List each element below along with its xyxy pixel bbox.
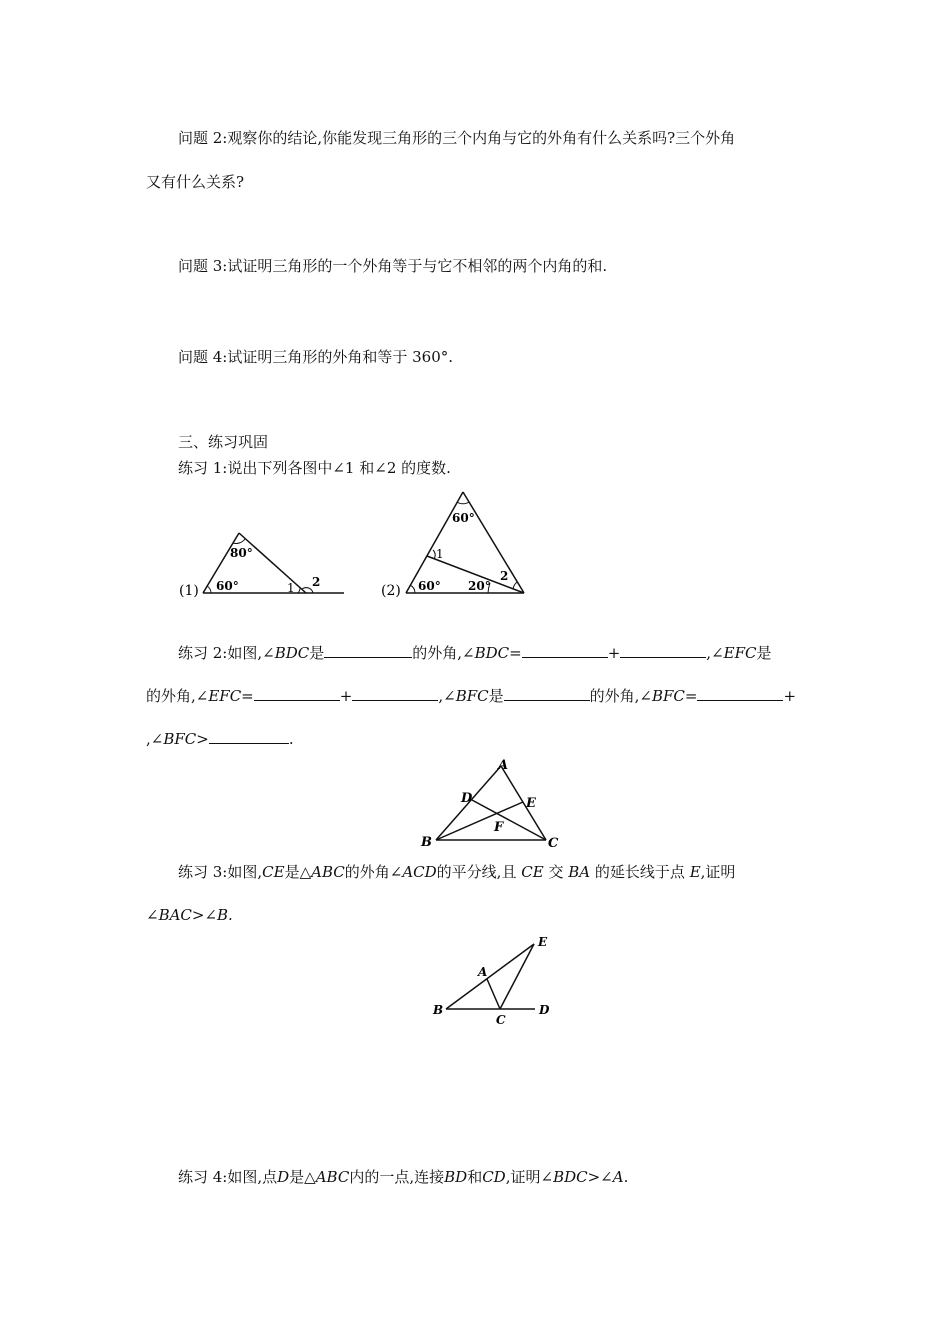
exercise-3-figure bbox=[428, 930, 558, 1026]
exercise-4: 练习 4:如图,点D是△ABC内的一点,连接BD和CD,证明∠BDC>∠A. bbox=[178, 1168, 629, 1186]
point-label-c: C bbox=[496, 1013, 506, 1026]
fig1-angle-left: 60° bbox=[216, 579, 239, 593]
blank[interactable] bbox=[254, 686, 340, 701]
section-title: 三、练习巩固 bbox=[178, 433, 269, 451]
blank[interactable] bbox=[504, 686, 590, 701]
question-2-line-1: 问题 2:观察你的结论,你能发现三角形的三个内角与它的外角有什么关系吗?三个外角 bbox=[178, 129, 736, 147]
fig1-angle-top: 80° bbox=[230, 546, 253, 560]
fig2-angle-left: 60° bbox=[418, 579, 441, 593]
point-label-d: D bbox=[461, 791, 473, 806]
question-3: 问题 3:试证明三角形的一个外角等于与它不相邻的两个内角的和. bbox=[178, 257, 608, 275]
fig2-mark-2: 2 bbox=[500, 569, 509, 583]
exercise-2-line-1: 练习 2:如图,∠BDC是 的外角,∠BDC= + ,∠EFC是 bbox=[178, 644, 772, 662]
fig1-label: (1) bbox=[179, 583, 199, 599]
point-label-a: A bbox=[498, 758, 509, 773]
point-label-b: B bbox=[421, 835, 432, 850]
point-label-f: F bbox=[494, 820, 504, 835]
blank[interactable] bbox=[697, 686, 783, 701]
exercise-1-figure-1 bbox=[176, 522, 348, 604]
blank[interactable] bbox=[324, 643, 412, 658]
exercise-2-line-3: ,∠BFC> . bbox=[146, 730, 294, 748]
blank[interactable] bbox=[522, 643, 608, 658]
exercise-2-figure bbox=[418, 754, 568, 856]
exercise-2-line-2: 的外角,∠EFC= + ,∠BFC是 的外角,∠BFC= + bbox=[146, 687, 797, 705]
point-label-a: A bbox=[478, 965, 488, 979]
point-label-e: E bbox=[526, 796, 536, 811]
fig2-label: (2) bbox=[381, 583, 401, 599]
question-4: 问题 4:试证明三角形的外角和等于 360°. bbox=[178, 348, 454, 366]
exercise-3-line-1: 练习 3:如图,CE是△ABC的外角∠ACD的平分线,且 CE 交 BA 的延长线于点 E,证明 bbox=[178, 863, 736, 881]
blank[interactable] bbox=[352, 686, 438, 701]
question-2-line-2: 又有什么关系? bbox=[146, 173, 245, 191]
point-label-b: B bbox=[433, 1003, 444, 1017]
blank[interactable] bbox=[209, 729, 289, 744]
exercise-3-line-2: ∠BAC>∠B. bbox=[146, 906, 233, 924]
exercise-1-text: 练习 1:说出下列各图中∠1 和∠2 的度数. bbox=[178, 459, 451, 477]
blank[interactable] bbox=[620, 643, 706, 658]
fig1-mark-1: 1 bbox=[287, 581, 295, 595]
fig1-mark-2: 2 bbox=[312, 575, 321, 589]
fig2-angle-top: 60° bbox=[452, 511, 475, 525]
point-label-c: C bbox=[548, 836, 559, 851]
exercise-1-figure-2 bbox=[378, 486, 530, 604]
point-label-e: E bbox=[538, 935, 548, 949]
point-label-d: D bbox=[539, 1003, 550, 1017]
fig2-angle-inner: 20° bbox=[468, 579, 491, 593]
fig2-mark-1: 1 bbox=[436, 547, 444, 561]
